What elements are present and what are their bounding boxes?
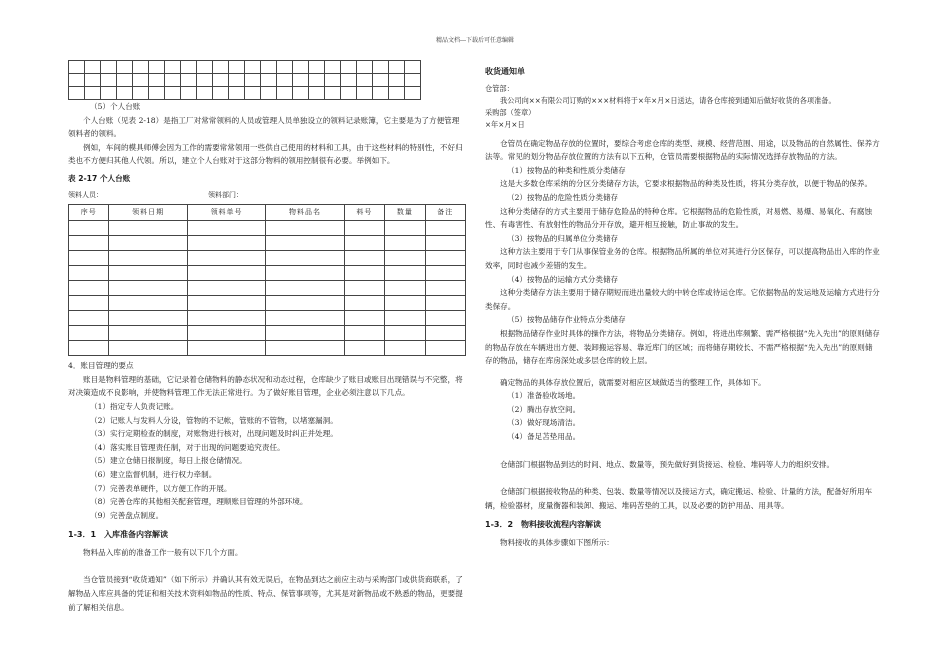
notice-title: 收货通知单 [485,67,525,76]
grid-cell [405,87,421,100]
grid-cell [85,87,101,100]
grid-cell [325,87,341,100]
grid-cell [261,74,277,87]
grid-cell [149,87,165,100]
ledger-row [69,221,466,236]
ledger-cell [385,236,425,251]
ledger-cell [187,326,265,341]
grid-cell [293,74,309,87]
method-2-text: 这种分类储存的方式主要用于储存危险品的特种仓库。它根据物品的危险性质，对易燃、易爆、易氧化、有腐蚀性、有毒害性、有放射性的物品分开存放，避开相互接触，防止事故的发生。 [485,206,873,230]
item5-paragraph-1: 个人台账（见表 2-18）是指工厂对常常领料的人员或管理人员单独设立的领料记录账簿，它主要是为了方便管理领料者的领料。 [68,115,460,139]
ledger-cell [344,236,384,251]
ledger-cell [187,341,265,356]
method-4-text: 这种分类储存方法主要用于储存期短而进出量较大的中转仓库或待运仓库。它依据物品的发运地及运输方式进行分类保存。 [485,288,880,311]
prep-list-item: （1）准备验收场地。 [507,391,581,401]
ledger-cell [344,281,384,296]
notice-date: ×年×月×日 [485,119,525,129]
ledger-row [69,251,466,266]
section-1-3-1-title: 1-3．1 入库准备内容解读 [68,530,169,540]
ledger-cell [69,221,109,236]
s4-list [68,400,466,522]
grid-cell [229,87,245,100]
ledger-row [69,326,466,341]
grid-cell [181,87,197,100]
ledger-cell [266,326,344,341]
ledger-cell [109,221,187,236]
method-1-title: （1）按物品的种类和性质分类储存 [507,165,626,175]
grid-cell [341,87,357,100]
method-2-title: （2）按物品的危险性质分类储存 [507,192,619,202]
grid-cell [101,74,117,87]
method-3-title: （3）按物品的归属单位分类储存 [507,233,619,243]
method-5-title: （5）按物品储存作业特点分类储存 [507,315,626,325]
grid-cell [133,74,149,87]
ledger-cell [109,326,187,341]
ledger-cell [109,236,187,251]
ledger-cell [425,326,465,341]
method-1-text: 这是大多数仓库采纳的分区分类储存方法，它要求根据物品的种类及性质，将其分类存放，以便于物品的保养。 [500,179,873,189]
blank-grid-table [68,60,421,100]
ledger-cell [69,236,109,251]
ledger-cell [425,236,465,251]
ledger-cell [266,341,344,356]
ledger-cell [385,281,425,296]
ledger-cell [266,236,344,251]
grid-row [69,87,421,100]
ledger-cell [69,296,109,311]
grid-cell [101,87,117,100]
storage-intro: 仓管员在确定物品存放的位置时，要综合考虑仓库的类型、规模、经营范围、用途，以及物品的自然属性、保养方法等。常见的划分物品存放位置的方法有以下五种，仓管员需要根据物品的实际情况选择存放物品的方法。 [485,138,880,162]
ledger-cell [266,221,344,236]
s4-list-item: （3）实行定期检查的制度，对账物进行核对，出现问题及时纠正并处理。 [90,429,338,439]
ledger-row [69,281,466,296]
grid-cell [389,87,405,100]
grid-cell [277,61,293,74]
grid-cell [133,61,149,74]
right-column [485,60,880,550]
ledger-cell [266,266,344,281]
ledger-cell [344,341,384,356]
ledger-cell [385,221,425,236]
grid-cell [341,61,357,74]
notice-body: 我公司向××有限公司订购的×××材料将于×年×月×日送达，请各仓库接到通知后做好收货的各项准备。 [500,95,836,105]
grid-cell [213,87,229,100]
ledger-cell [187,266,265,281]
s4-title: 4．账目管理的要点 [68,361,134,371]
page-header: 精品文档---下载后可任意编辑 [435,37,515,44]
ledger-cell [385,251,425,266]
method-3-text: 这种方法主要用于专门从事保管业务的仓库。根据物品所属的单位对其进行分区保存，可以提高物品出入库的作业效率，同时也减少差错的发生。 [485,247,880,270]
grid-cell [357,87,373,100]
grid-cell [69,61,85,74]
ledger-cell [385,296,425,311]
ledger-cell [425,311,465,326]
ledger-cell [344,266,384,281]
grid-cell [325,74,341,87]
ledger-cell [187,236,265,251]
equipment-paragraph: 仓储部门根据接收物品的种类、包装、数量等情况以及接运方式，确定搬运、检验、计量的方法，配备好所用车辆，检验器材，度量衡器和装卸、搬运、堆码苦垫的工具，以及必要的防护用品、用具等。 [485,487,873,510]
grid-cell [293,87,309,100]
ledger-cell [187,221,265,236]
grid-cell [293,61,309,74]
grid-cell [149,74,165,87]
prep-list-item: （4）备足苫垫用品。 [507,432,581,442]
ledger-cell [385,266,425,281]
grid-row [69,74,421,87]
left-column [68,60,466,614]
ledger-cell [425,221,465,236]
grid-cell [165,87,181,100]
grid-cell [165,61,181,74]
grid-cell [277,87,293,100]
grid-cell [357,74,373,87]
grid-cell [389,74,405,87]
ledger-header-cell: 领料单号 [187,205,265,221]
ledger-cell [344,251,384,266]
s4-list-item: （5）建立仓储日报制度，每日上报仓储情况。 [90,456,247,466]
ledger-cell [385,311,425,326]
dept-label: 领料部门： [208,190,243,199]
grid-cell [229,61,245,74]
ledger-cell [385,326,425,341]
grid-cell [405,74,421,87]
ledger-cell [109,251,187,266]
ledger-header-cell: 备注 [425,205,465,221]
s4-list-item: （6）建立监督机制，进行权力牵制。 [90,469,217,479]
ledger-row [69,296,466,311]
ledger-cell [69,266,109,281]
grid-cell [69,74,85,87]
grid-cell [149,61,165,74]
notice-to: 仓管部： [485,83,514,93]
s4-list-item: （2）记账人与发料人分设，管物的不记帐，管账的不管物，以堵塞漏洞。 [90,415,338,425]
s4-list-item: （1）指定专人负责记账。 [90,401,179,411]
ledger-cell [69,281,109,296]
ledger-cell [187,296,265,311]
grid-cell [309,61,325,74]
ledger-cell [344,311,384,326]
requester-label: 领料人员： [68,190,103,199]
grid-cell [197,87,213,100]
ledger-row [69,311,466,326]
grid-cell [101,61,117,74]
ledger-cell [109,281,187,296]
grid-cell [165,74,181,87]
ledger-cell [425,251,465,266]
grid-cell [261,87,277,100]
ledger-cell [344,221,384,236]
prep-list-item: （3）做好现场清洁。 [507,418,581,428]
item5-paragraph-2: 例如，车间的模具师傅会因为工作的需要常常领用一些供自己使用的材料和工具，由于这些材料的特别性，不好归类也不方便归其他人代领。所以，建立个人台账对于这部分物料的领用控制很有必要。举例如下。 [68,142,463,166]
grid-cell [389,61,405,74]
grid-cell [181,74,197,87]
ledger-cell [109,311,187,326]
ledger-row [69,341,466,356]
receipt-notice [485,83,880,131]
ledger-cell [425,266,465,281]
ledger-cell [344,296,384,311]
grid-cell [85,74,101,87]
ledger-row [69,266,466,281]
ledger-cell [266,251,344,266]
ledger-cell [109,296,187,311]
s4-list-item: （9）完善盘点制度。 [90,510,164,520]
grid-cell [373,61,389,74]
section-1-3-1-paragraph: 当仓管员接到“收货通知”（如下所示）并确认其有效无误后，在物品到达之前应主动与采购部门或供货商联系，了解物品入库应具备的凭证和相关技术资料如物品的性质、特点、保管事项等，尤其是对新物品或不熟悉的物品，更要提前了解相关信息。 [68,575,463,612]
ledger-cell [425,341,465,356]
grid-cell [133,87,149,100]
grid-cell [357,61,373,74]
ledger-header-cell: 领料日期 [109,205,187,221]
notice-from: 采购部（签章） [485,107,536,117]
grid-cell [277,74,293,87]
grid-cell [245,87,261,100]
ledger-cell [69,251,109,266]
ledger-cell [109,266,187,281]
grid-cell [405,61,421,74]
grid-cell [373,74,389,87]
s4-list-item: （4）落实账目管理责任制，对于出现的问题要追究责任。 [90,442,285,452]
grid-cell [197,61,213,74]
grid-cell [245,74,261,87]
ledger-header-cell: 数量 [385,205,425,221]
grid-cell [213,74,229,87]
grid-cell [309,74,325,87]
grid-cell [309,87,325,100]
prep-list-item: （2）腾出存放空间。 [507,404,581,414]
ledger-cell [266,281,344,296]
ledger-header-cell: 物料品名 [266,205,344,221]
ledger-header-cell: 序号 [69,205,109,221]
ledger-cell [344,326,384,341]
ledger-cell [266,311,344,326]
ledger-header-row [69,205,466,221]
ledger-cell [385,341,425,356]
grid-cell [181,61,197,74]
method-5-text: 根据物品储存作业时具体的操作方法，将物品分类储存。例如，将进出库频繁、需严格根据“先入先出”的原则储存的物品存放在车辆进出方便、装卸搬运容易、靠近库门的区域；而将储存期较长、不需严格根据“先入先出”的原则储存的物品，储存在库房深处或多层仓库的较上层。 [485,328,880,366]
ledger-cell [109,341,187,356]
section-1-3-2-title: 1-3．2 物料接收流程内容解读 [485,520,602,530]
grid-cell [373,87,389,100]
table-caption: 表 2-17 个人台账 [68,173,131,183]
s4-list-item: （8）完善仓库的其他相关配套管理，理顺账目管理的外部环境。 [90,497,308,507]
ledger-cell [425,296,465,311]
grid-row [69,61,421,74]
grid-cell [117,87,133,100]
grid-cell [85,61,101,74]
arrangement-intro: 确定物品的具体存放位置后，就需要对相应区域做适当的整理工作，具体如下。 [500,377,766,387]
ledger-cell [69,341,109,356]
ledger-cell [187,251,265,266]
personal-ledger-table [68,204,466,356]
grid-cell [245,61,261,74]
ledger-row [69,236,466,251]
grid-cell [117,74,133,87]
ledger-cell [266,296,344,311]
method-4-title: （4）按物品的运输方式分类储存 [507,274,619,284]
ledger-cell [69,326,109,341]
prep-list [485,389,880,443]
ledger-header-cell: 料号 [344,205,384,221]
s4-list-item: （7）完善表单硬件，以方便工作的开展。 [90,483,232,493]
grid-cell [213,61,229,74]
section-1-3-1-intro: 物料品入库前的准备工作一般有以下几个方面。 [83,547,243,557]
grid-cell [117,61,133,74]
ledger-cell [187,281,265,296]
grid-cell [229,74,245,87]
item5-title: （5）个人台账 [90,102,141,111]
s4-paragraph: 账目是物料管理的基础，它记录着仓储物料的静态状况和动态过程，仓库缺少了账目或账目出现错误与不完整，将对决策造成不良影响，并使物料管理工作无法正常进行。为了做好账目管理，企业必须注意以下几点。 [68,374,463,398]
grid-cell [261,61,277,74]
ledger-labels [68,189,466,203]
grid-cell [325,61,341,74]
grid-cell [341,74,357,87]
staffing-paragraph: 仓储部门根据物品到达的时间、地点、数量等，预先做好到货接运、检验、堆码等人力的组织安排。 [500,459,835,469]
grid-cell [69,87,85,100]
grid-cell [197,74,213,87]
ledger-cell [69,311,109,326]
ledger-cell [187,311,265,326]
ledger-cell [425,281,465,296]
section-1-3-2-intro: 物料接收的具体步骤如下图所示： [500,538,614,548]
